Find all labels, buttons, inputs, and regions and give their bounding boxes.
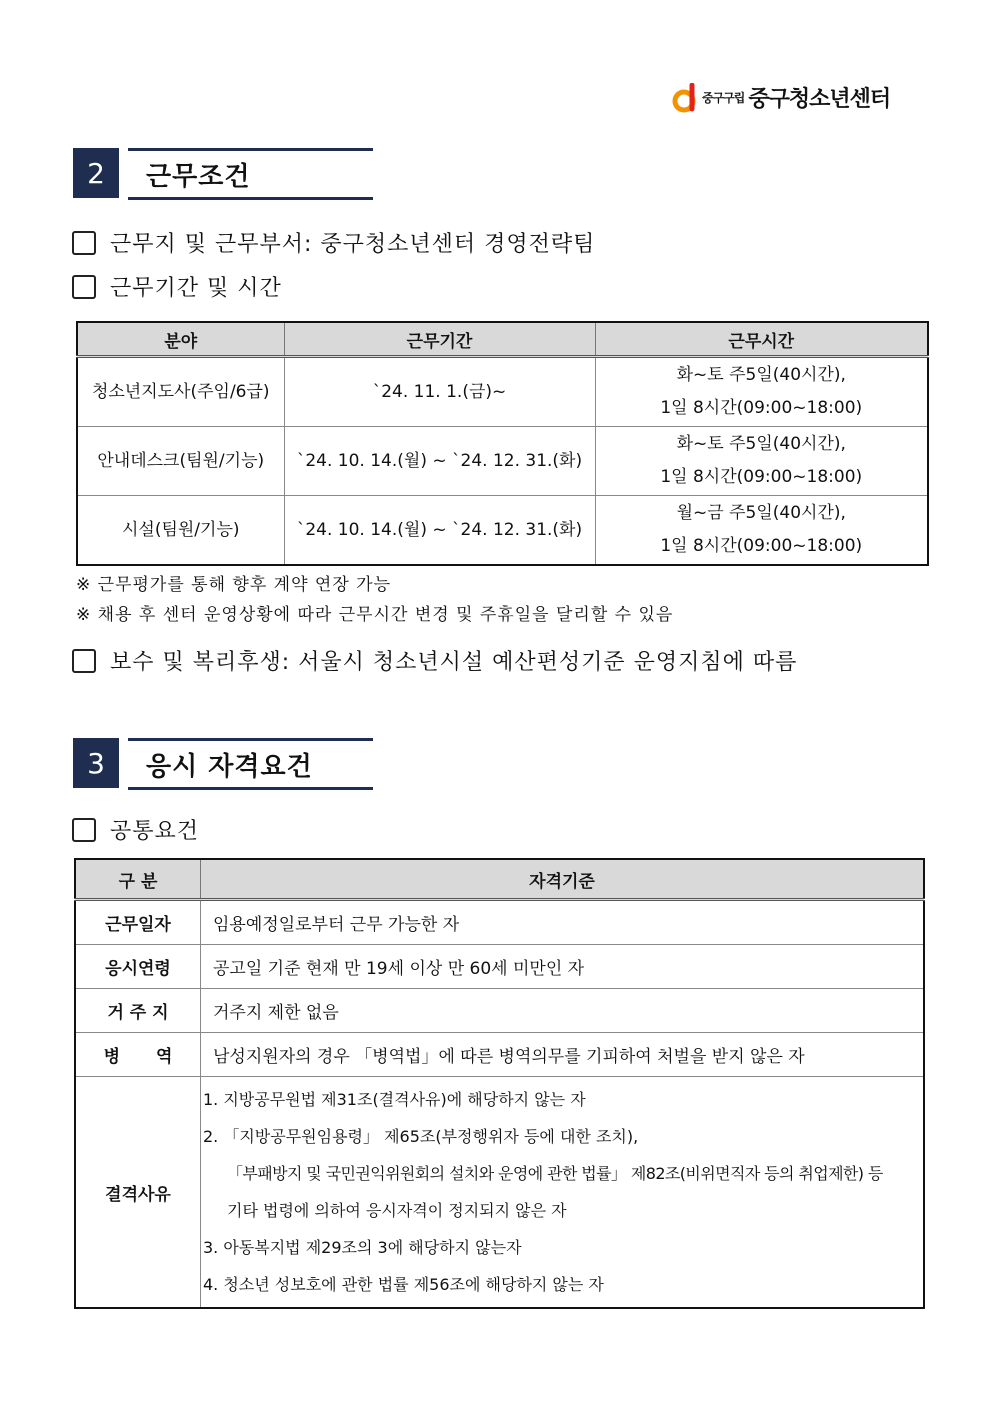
checklist-item-text: 근무기간 및 시간	[110, 276, 282, 301]
checklist-item-text: 공통요건	[110, 819, 200, 844]
note: ※ 채용 후 센터 운영상황에 따라 근무시간 변경 및 주휴일을 달리할 수 있음	[76, 605, 674, 625]
checklist-item	[72, 814, 199, 845]
checklist-item-text: 보수 및 복리후생: 서울시 청소년시설 예산편성기준 운영지침에 따름	[110, 650, 798, 675]
checkbox-icon	[72, 818, 96, 842]
divider	[128, 148, 373, 151]
period-cell: `24. 10. 14.(월) ~ `24. 12. 31.(화)	[284, 496, 595, 566]
field-cell: 안내데스크(팀원/기능)	[77, 427, 284, 496]
org-logo	[672, 82, 890, 113]
list-item: 기타 법령에 의하여 응시자격이 정지되지 않은 자	[227, 1201, 567, 1220]
section-3-header	[73, 738, 373, 790]
table-row	[77, 427, 928, 496]
time-cell	[595, 496, 928, 566]
checkbox-icon	[72, 231, 96, 255]
list-item: 4. 청소년 성보호에 관한 법률 제56조에 해당하지 않는 자	[203, 1275, 604, 1294]
table-row	[75, 900, 924, 945]
table-row	[75, 989, 924, 1033]
criteria-key: 거 주 지	[75, 989, 201, 1033]
table-row	[77, 357, 928, 427]
table-row	[77, 496, 928, 566]
section-number: 3	[73, 738, 119, 788]
criteria-value: 남성지원자의 경우 「병역법」에 따른 병역의무를 기피하여 처벌을 받지 않은 자	[201, 1033, 925, 1077]
checklist-item-text: 근무지 및 근무부서: 중구청소년센터 경영전략팀	[110, 232, 596, 257]
field-cell: 청소년지도사(주임/6급)	[77, 357, 284, 427]
checkbox-icon	[72, 649, 96, 673]
divider	[128, 738, 373, 741]
criteria-key: 응시연령	[75, 945, 201, 989]
criteria-value: 공고일 기준 현재 만 19세 이상 만 60세 미만인 자	[201, 945, 925, 989]
time-hours: 1일 8시간(09:00~18:00)	[660, 536, 863, 556]
divider	[128, 787, 373, 790]
note: ※ 근무평가를 통해 향후 계약 연장 가능	[76, 575, 391, 595]
criteria-key: 결격사유	[75, 1077, 201, 1309]
criteria-key: 병 역	[75, 1033, 201, 1077]
list-item: 「부패방지 및 국민권익위원회의 설치와 운영에 관한 법률」 제82조(비위면직자 등의 취업제한) 등	[227, 1164, 883, 1183]
time-cell	[595, 427, 928, 496]
table-row	[75, 1033, 924, 1077]
logo-org-name: 중구청소년센터	[748, 87, 891, 112]
work-conditions-table	[76, 321, 929, 566]
table-header-row	[77, 322, 928, 357]
time-days: 화~토 주5일(40시간),	[676, 434, 846, 454]
section-2-header	[73, 148, 373, 200]
time-hours: 1일 8시간(09:00~18:00)	[660, 467, 863, 487]
section-title: 근무조건	[146, 162, 251, 192]
logo-small-text: 중구구립	[702, 91, 745, 105]
section-title: 응시 자격요건	[146, 752, 313, 782]
list-item: 3. 아동복지법 제29조의 3에 해당하지 않는자	[203, 1238, 522, 1257]
column-header: 근무시간	[595, 322, 928, 357]
period-cell: `24. 11. 1.(금)~	[284, 357, 595, 427]
section-number: 2	[73, 148, 119, 198]
checkbox-icon	[72, 275, 96, 299]
table-row	[75, 1077, 924, 1309]
time-days: 화~토 주5일(40시간),	[676, 365, 846, 385]
field-cell: 시설(팀원/기능)	[77, 496, 284, 566]
time-days: 월~금 주5일(40시간),	[676, 503, 846, 523]
column-header: 분야	[77, 322, 284, 357]
list-item: 1. 지방공무원법 제31조(결격사유)에 해당하지 않는 자	[203, 1090, 586, 1109]
column-header: 구 분	[75, 859, 201, 900]
criteria-key: 근무일자	[75, 900, 201, 945]
period-cell: `24. 10. 14.(월) ~ `24. 12. 31.(화)	[284, 427, 595, 496]
checklist-item	[72, 645, 797, 676]
table-header-row	[75, 859, 924, 900]
checklist-item	[72, 271, 282, 302]
time-hours: 1일 8시간(09:00~18:00)	[660, 398, 863, 418]
table-row	[75, 945, 924, 989]
time-cell	[595, 357, 928, 427]
column-header: 근무기간	[284, 322, 595, 357]
column-header: 자격기준	[201, 859, 925, 900]
checklist-item	[72, 227, 595, 258]
qualification-table	[74, 858, 925, 1309]
criteria-value: 임용예정일로부터 근무 가능한 자	[201, 900, 925, 945]
divider	[128, 197, 373, 200]
list-item: 2. 「지방공무원임용령」 제65조(부정행위자 등에 대한 조치),	[203, 1127, 639, 1146]
disqualification-list	[201, 1077, 925, 1309]
logo-mark-icon	[672, 83, 698, 113]
criteria-value: 거주지 제한 없음	[201, 989, 925, 1033]
